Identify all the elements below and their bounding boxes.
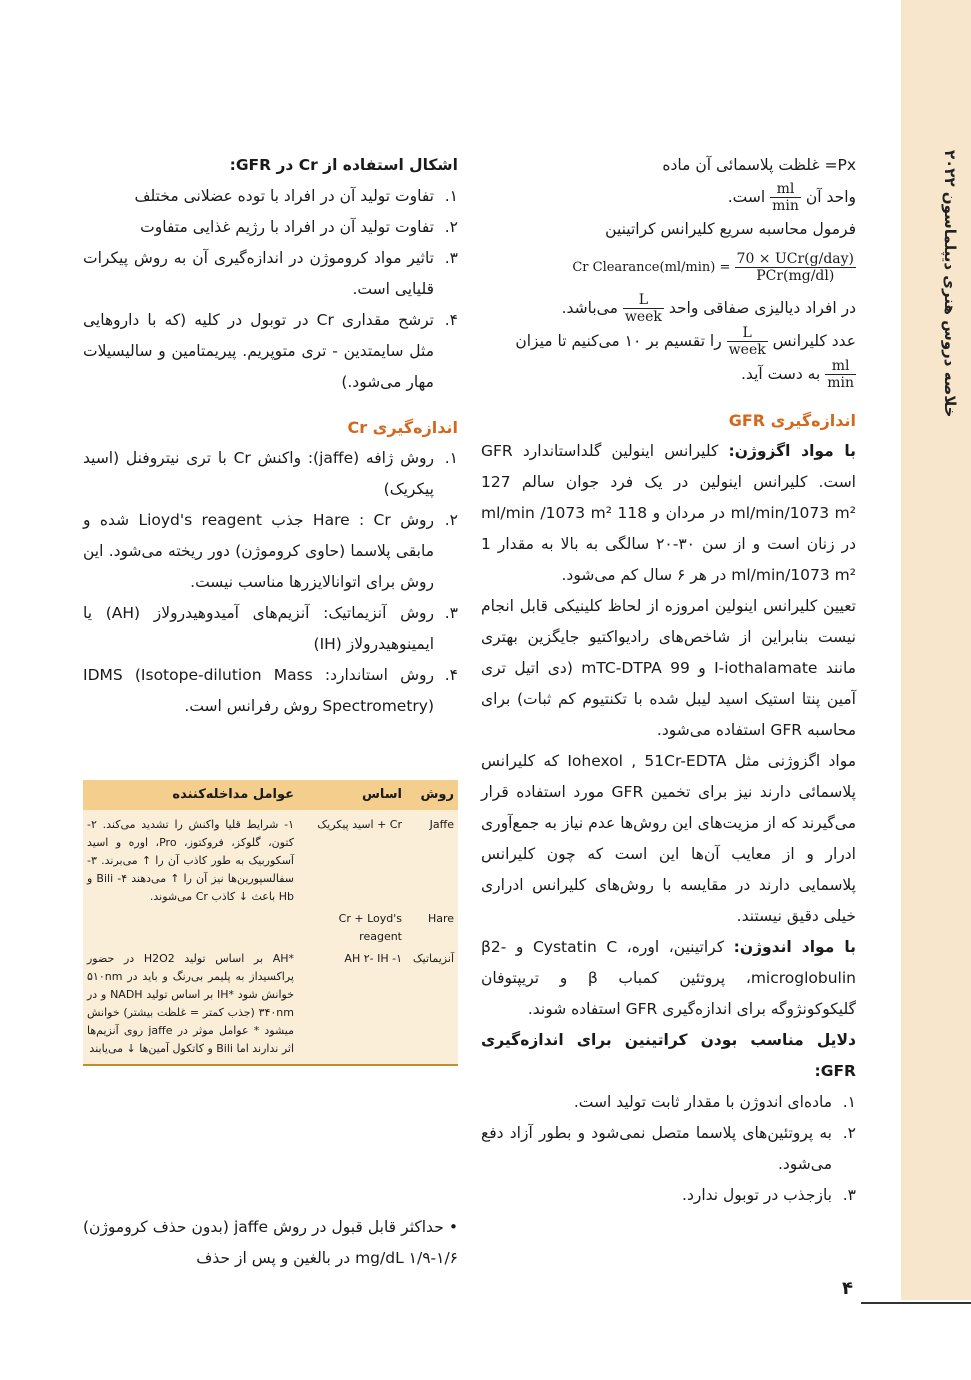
clearance-line: عدد کلیرانس $\frac{L}{\text{week}}$ را تقسیم بر ۱۰ می‌کنیم تا میزان bbox=[515, 325, 856, 358]
list-item: ۲. تفاوت تولید آن در افراد با رژیم غذایی متفاوت bbox=[140, 218, 458, 236]
methods-list bbox=[83, 443, 458, 722]
running-header: خلاصه دروس هنری دیپلماسون ۲۰۲۲ bbox=[941, 150, 959, 418]
issues-list bbox=[83, 181, 458, 398]
issues-title: اشکال استفاده از Cr در GFR: bbox=[229, 156, 458, 174]
radioactive-paragraph: تعیین کلیرانس اینولین امروزه از لحاظ کلینیکی قابل انجام نیست بنابراین از شاخص‌های رادیواکتیو جایگزین بهتری مانند I-iothalamate و 99 mTC-DTPA (دی اتیل تری آمین پنتا استیک اسید لیبل شده با تکنتیوم کم ثبات) برای محاسبه GFR استفاده می‌شود. bbox=[481, 597, 856, 739]
list-item: ۴. ترشح مقداری Cr در توبول در کلیه (که با داروهایی مثل سایمتدین - تری متوپریم. پیریمتامین و سالیسیلات مهار می‌شود.) bbox=[83, 311, 458, 391]
exogenous-paragraph: با مواد اگزوژن: کلیرانس اینولین گلداستاندارد GFR است. کلیرانس اینولین در یک فرد جوان سالم 127 ml/min/1073 m² در مردان و 118 ml/min /1073 m² در زنان است و از سن ۳۰-۲۰ سالگی به بالا به مقدار 1 ml/min/1073 m² در هر ۶ سال کم می‌شود. bbox=[481, 442, 857, 584]
methods-table bbox=[83, 780, 458, 1066]
table-body bbox=[83, 810, 458, 1064]
unit-fraction: $\frac{ml}{\min}$ bbox=[772, 181, 799, 214]
reasons-title: دلایل مناسب بودن کراتینین برای اندازه‌گیری GFR: bbox=[481, 1031, 856, 1080]
list-item: ۳. تاثیر مواد کروموژن در اندازه‌گیری آن به روش پیکرات قلیایی است. bbox=[83, 249, 458, 298]
creatinine-clearance-formula: Cr Clearance(ml/min) = $\frac{\text{70 × UCr(g/day)}}{\text{PCr(mg/dl)}}$ bbox=[572, 251, 854, 284]
px-definition: Px= غلظت پلاسمائی آن ماده bbox=[662, 156, 856, 174]
formula-title: فرمول محاسبه سریع کلیرانس کراتینین bbox=[605, 220, 856, 238]
reasons-list bbox=[481, 1087, 856, 1211]
dialysis-line: در افراد دیالیزی صفاقی واحد $\frac{L}{\text{week}}$ می‌باشد. bbox=[561, 292, 856, 325]
table-row: آنزیماتیک ۱- AH ۲- IH *AH بر اساس تولید H2O2 در حضور پراکسیداز به پلیمر بی‌رنگ و باید در ۵۱۰nm خوانش شود *IH بر اساس تولید NADH و در ۳۴۰nm (جذب کمتر = غلظت بیشتر) خوانش میشود * عوامل موثر در jaffe روی آنزیم‌ها اثر ندارند اما Bili و کاتکول آمین‌ها ↓ می‌یابند bbox=[87, 952, 454, 1055]
exogenous-markers-paragraph: مواد اگزوژنی مثل Iohexol , 51Cr-EDTA که کلیرانس پلاسمائی دارند نیز برای تخمین GFR مورد استفاده قرار می‌گیرند که از مزیت‌های این روش‌ها عدم نیاز به جمع‌آوری ادرار و از معایب آن‌ها این است که چون کلیرانس پلاسمایی دارند در مقایسه با روش‌های کلیرانس ادراری خیلی دقیق نیستند. bbox=[481, 752, 857, 925]
endogenous-paragraph: با مواد اندوژن: کراتینین، اوره، Cystatin C و β2-microglobulin، پروتئین کمباب β و تریپتوفان گلیکوکونژوگه برای اندازه‌گیری GFR استفاده شوند. bbox=[481, 938, 856, 1018]
list-item: ۳. بازجذب در توبول ندارد. bbox=[682, 1186, 856, 1204]
clearance-line-2: $\frac{ml}{\min}$ به دست آید. bbox=[741, 358, 854, 391]
gfr-section-title: اندازه‌گیری GFR bbox=[728, 411, 856, 430]
page-number: ۴ bbox=[842, 1278, 853, 1299]
side-band bbox=[901, 0, 971, 1300]
list-item: ۱. ماده‌ای اندوژن با مقدار ثابت تولید است. bbox=[573, 1093, 856, 1111]
right-column bbox=[481, 150, 856, 1211]
list-item: ۴. روش استاندارد: IDMS (Isotope-dilution Mass Spectrometry) روش رفرانس است. bbox=[83, 666, 458, 715]
bullet-note: • حداکثر قابل قبول در روش jaffe (بدون حذف کروموژن) ۱/۶-۱/۹ mg/dL در بالغین و پس از حذف bbox=[83, 1218, 458, 1267]
list-item: ۱. تفاوت تولید آن در افراد با توده عضلانی مختلف bbox=[134, 187, 458, 205]
cr-section-title: اندازه‌گیری Cr bbox=[347, 418, 458, 437]
page-rule bbox=[861, 1302, 971, 1304]
table-header: روش اساس عوامل مداخله‌کننده bbox=[83, 780, 458, 810]
list-item: ۲. روش Hare : Cr جذب Lioyd's reagent شده و مابقی پلاسما (حاوی کروموژن) دور ریخته می‌شود. این روش برای اتوانالایزرها مناسب نیست. bbox=[83, 511, 458, 591]
list-item: ۲. به پروتئین‌های پلاسما متصل نمی‌شود و بطور آزاد دفع می‌شود. bbox=[481, 1124, 856, 1173]
table-row: Hare Cr + Loyd's reagent bbox=[338, 912, 454, 943]
unit-line: واحد آن $\frac{ml}{\min}$ است. bbox=[727, 181, 856, 214]
table-row: Jaffe Cr + اسید پیکریک ۱- شرایط قلیا واکنش را تشدید می‌کند. ۲- کتون، گلوکز، فروکتوز، Pro، اوره و اسید آسکوربیک به طور کاذب آن را ↑ می‌برند. ۳- سفالسپورین‌ها نیز آن را ↑ می‌دهند ۴- Bili و Hb باعث ↓ کاذب Cr می‌شوند. bbox=[87, 818, 454, 903]
list-item: ۳. روش آنزیماتیک: آنزیم‌های آمیدوهیدرولاز (AH) یا ایمینوهیدرولاز (IH) bbox=[83, 604, 458, 653]
left-column bbox=[83, 150, 458, 722]
list-item: ۱. روش ژافه (jaffe): واکنش Cr با تری نیتروفنل (اسید پیکریک) bbox=[83, 449, 458, 498]
